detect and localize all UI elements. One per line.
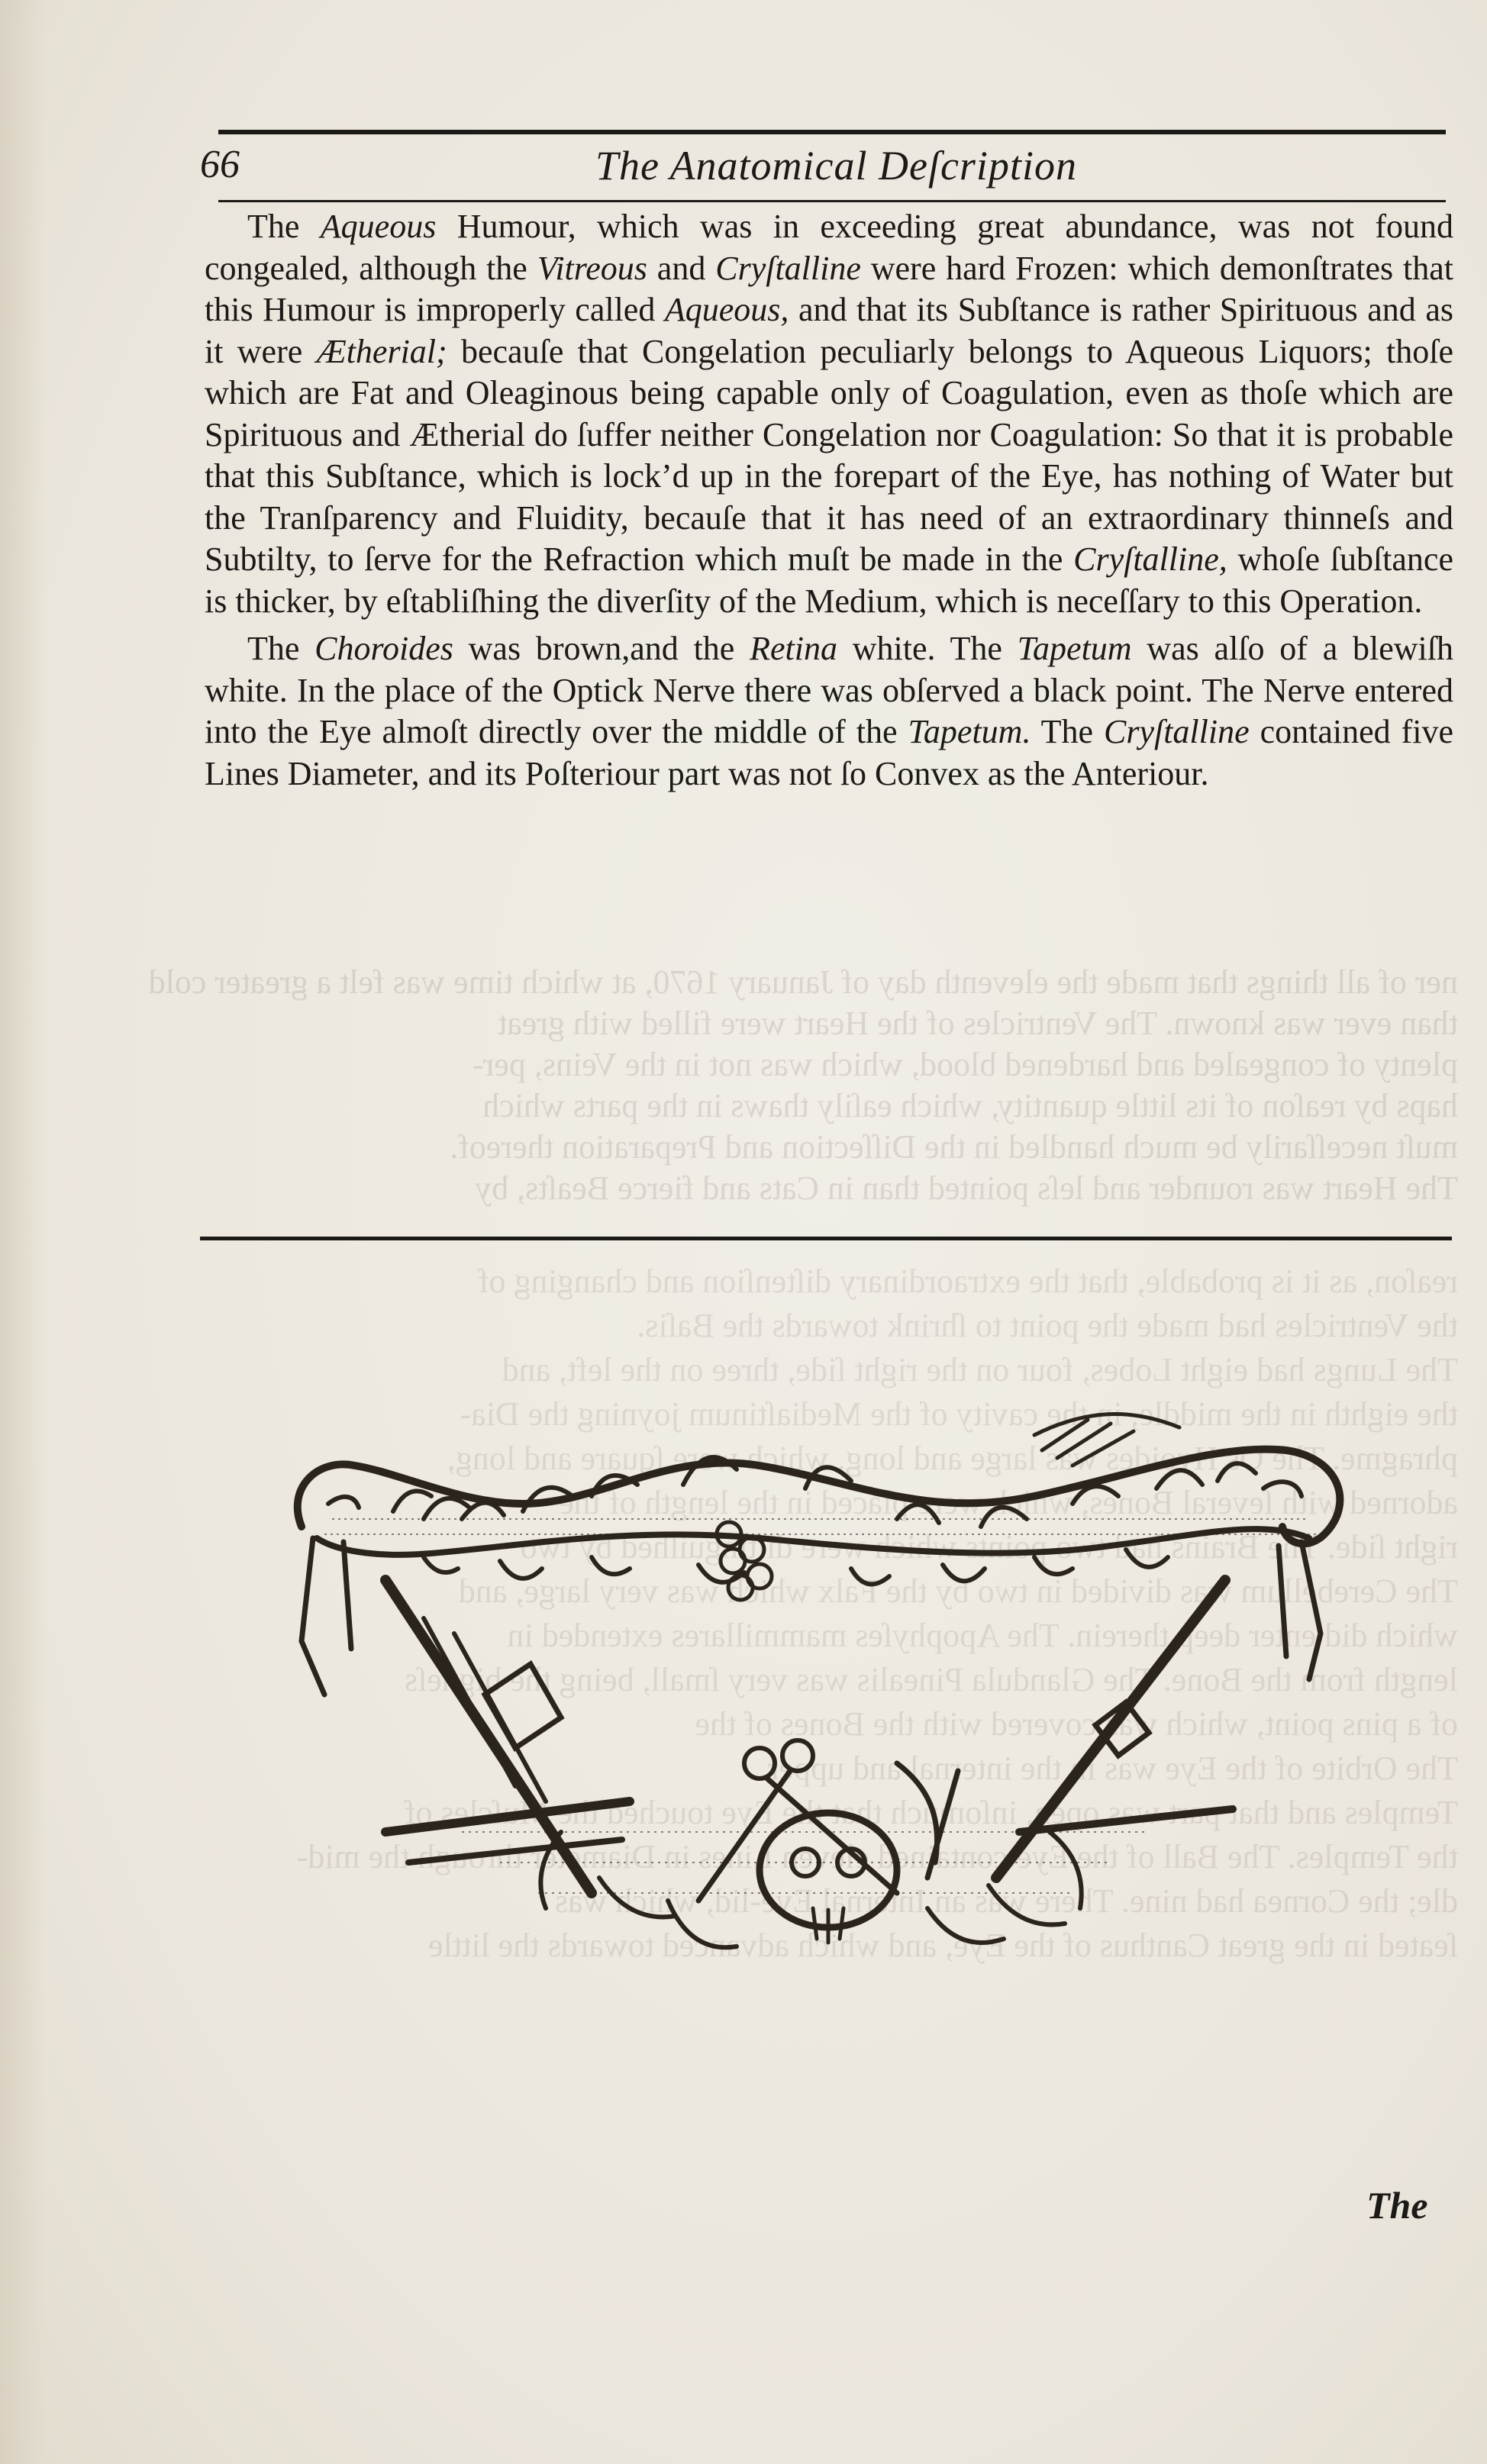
text-run: becauſe that Congelation peculiarly belongs to Aqueous Liquors; thoſe which are Fat and Oleaginous being capable only of Coagulation, even as thoſe which are Spirituous and Ætherial do ſuffer neither Congelation nor Coagulation: So that it is probable that this Subſtance, which is lock’d up in the forepart of the Eye, has nothing of Water but the Tranſparency and Fluidity, becauſe that it has need of an extraordinary thinneſs and Subtilty, to ſerve for the Refraction which muſt be made in the: [205, 332, 1454, 578]
header-rule-thin: [218, 200, 1446, 202]
text-run: The: [247, 630, 315, 667]
text-run: and: [647, 249, 716, 287]
woodcut-tailpiece-illustration: [271, 1405, 1370, 2008]
text-run: were hard Frozen: which demonſtrates that this Humour is improperly called: [205, 249, 1454, 328]
text-run: whoſe ſubſtance is thicker, by eſtabliſhing the diverſity of the Medium, which is neceſſary to this Operation.: [205, 540, 1453, 620]
gutter-shadow: [0, 0, 46, 2464]
italic-term: Cryſtalline,: [1073, 540, 1227, 578]
italic-term: Retina: [750, 630, 837, 667]
italic-term: Ætherial;: [316, 332, 447, 370]
section-divider-rule: [200, 1237, 1452, 1240]
bleed-through-text: ner of all things that made the eleventh day of January 1670, at which time was felt a greater cold than ever was known. The Ventricles of the Heart were filled with great plenty of congealed and hardened blood, which was not in the Veins, per- haps by reaſon of its little quantity, which eaſily thaws in the parts which muſt neceſſarily be much handled in the Diſſection and Preparation thereof. The Heart was rounder and leſs pointed than in Cats and fierce Beaſts, by: [148, 963, 1458, 1207]
italic-term: Cryſtalline: [715, 249, 861, 287]
italic-term: Choroides: [314, 630, 453, 667]
header-rule-thick: [218, 130, 1446, 134]
italic-term: Tapetum.: [908, 713, 1031, 750]
italic-term: Tapetum: [1017, 630, 1132, 667]
text-run: and that its Subſtance is rather Spirituous and as it were: [205, 291, 1453, 370]
italic-term: Aqueous: [320, 208, 437, 245]
text-run: was brown,and the: [453, 630, 750, 667]
text-run: white. The: [837, 630, 1018, 667]
text-run: contained five Lines Diameter, and its Poſteriour part was not ſo Convex as the Anteriour.: [205, 713, 1453, 792]
italic-term: Cryſtalline: [1103, 713, 1250, 750]
main-text: [205, 206, 1453, 795]
text-run: was alſo of a blewiſh white. In the place of the Optick Nerve there was obſerved a black point. The Nerve entered into the Eye almoſt directly over the middle of the: [205, 630, 1453, 750]
text-run: The: [1031, 713, 1104, 750]
catchword: The: [1366, 2184, 1428, 2227]
paragraph-aqueous-humour: [205, 206, 1453, 622]
page-number: 66: [200, 143, 240, 186]
text-run: Humour, which was in exceeding great abundance, was not found congealed, although the: [205, 208, 1453, 287]
bleed-through-text-lower: reaſon, as it is probable, that the extraordinary diſtenſion and changing of the Ventricles had made the point to ſhrink towards the Baſis. The Lungs had eight Lobes, four on the right ſide, three on the left, and the eighth in the middle, in the cavity of the Mediaſtinum joyning the Dia- phragme. The Os Hyoides was large and long, which were ſquare and long, adorned with ſeveral Bones, which were placed in the length of the right ſide. The Brains had two points which were diſtinguiſhed by two The Cerebellum was divided in two by the Falx which was very large, and which did enter deep therein. The Apophyſes mammillares extended in length from the Bone. The Glandula Pinealis was very ſmall, being the bigneſs of a pins point, which was covered with the Bones of the The Orbite of the Eye was in the internal and upper Temples and that part was open, inſomuch that the Eye touched the Muſcles of the Temples. The Ball of the Eye contained eleven Lines in Diameter through the mid- dle; the Cornea had nine. There was an Internal Eye-lid, which was ſeated in the great Canthus of the Eye, and which advanced towards the little: [296, 1263, 1458, 1964]
paragraph-choroides: [205, 628, 1453, 795]
italic-term: Vitreous: [537, 249, 647, 287]
running-head: The Anatomical Deſcription: [595, 143, 1077, 189]
italic-term: Aqueous,: [664, 291, 789, 328]
text-run: The: [247, 208, 321, 245]
